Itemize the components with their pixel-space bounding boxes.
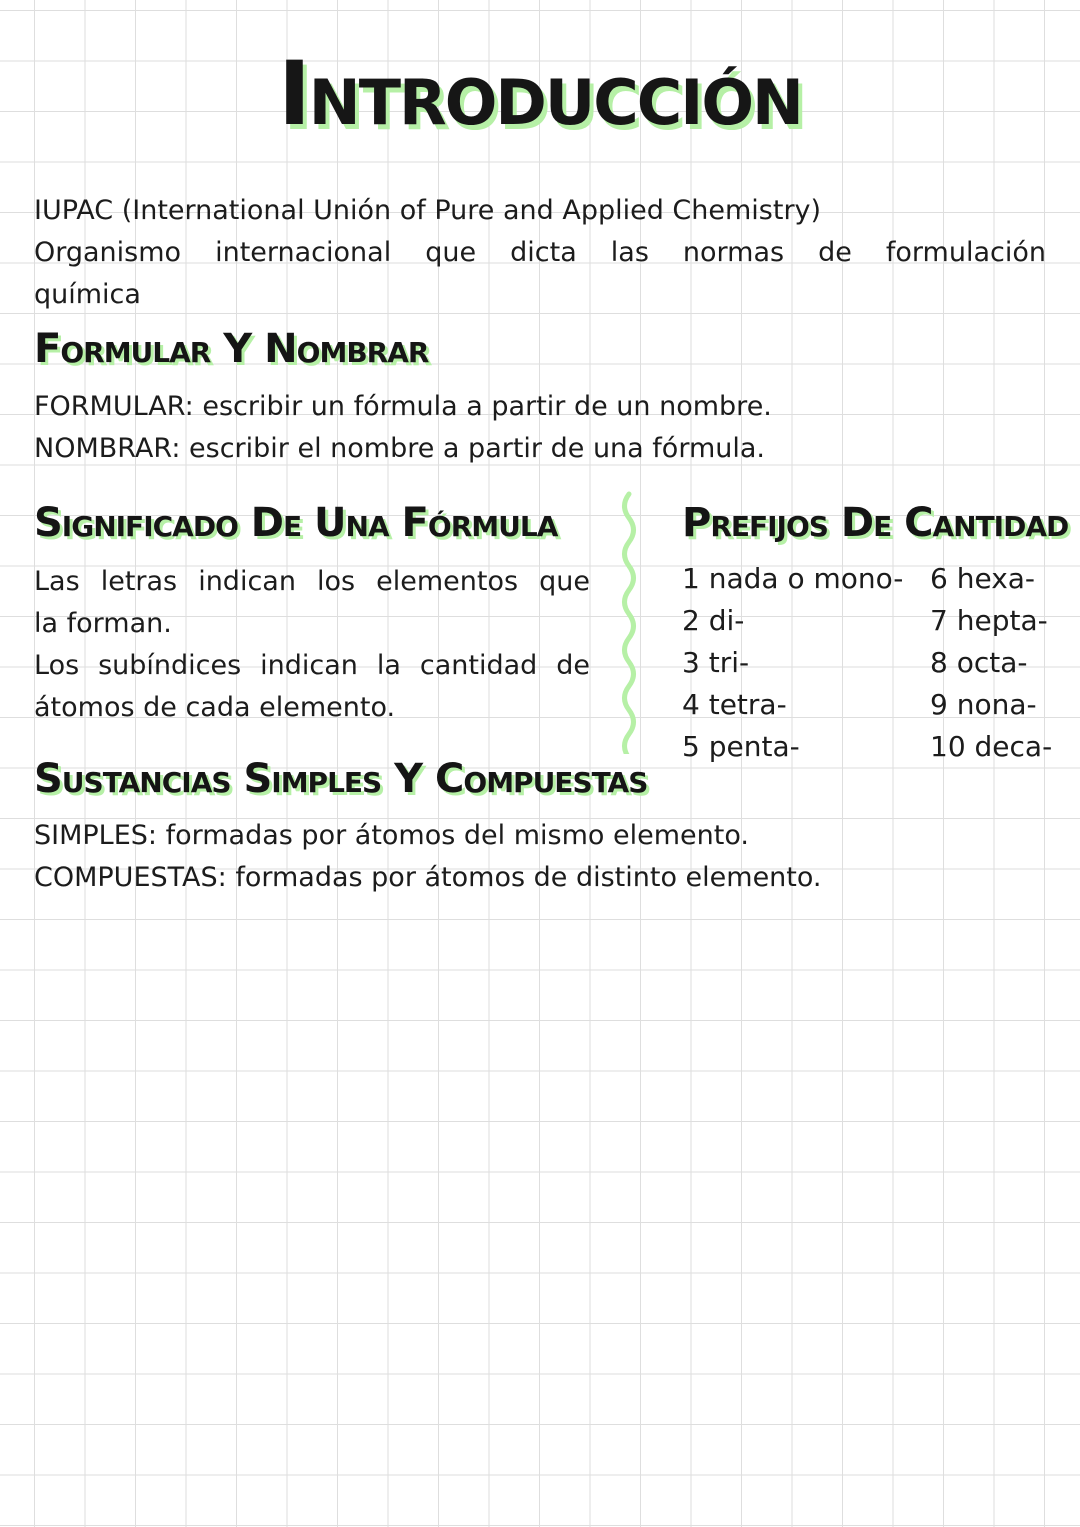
- heading-formular-nombrar: Formular Y Nombrar: [34, 326, 429, 372]
- prefix-item: 8 octa-: [930, 646, 1028, 679]
- page-title: Introducción: [278, 42, 802, 145]
- prefix-item: 9 nona-: [930, 688, 1037, 721]
- prefix-list-right: [930, 558, 1052, 768]
- heading-sustancias: Sustancias Simples Y Compuestas: [34, 756, 648, 802]
- prefix-item: 1 nada o mono-: [682, 562, 904, 595]
- prefix-item: 10 deca-: [930, 730, 1053, 763]
- squiggle-divider: [612, 490, 646, 754]
- simples-definition: SIMPLES: formadas por átomos del mismo elemento.: [34, 820, 749, 851]
- prefix-item: 2 di-: [682, 604, 745, 637]
- prefix-item: 5 penta-: [682, 730, 800, 763]
- significado-line-3: Los subíndices indican la cantidad de: [34, 650, 590, 681]
- iupac-line-3: química: [34, 279, 141, 310]
- compuestas-definition: COMPUESTAS: formadas por átomos de distinto elemento.: [34, 862, 822, 893]
- significado-line-2: la forman.: [34, 608, 172, 639]
- formular-definition: FORMULAR: escribir un fórmula a partir de un nombre.: [34, 391, 772, 422]
- significado-line-1: Las letras indican los elementos que: [34, 566, 590, 597]
- iupac-line-1: IUPAC (International Unión of Pure and Applied Chemistry): [34, 195, 822, 226]
- iupac-line-2: Organismo internacional que dicta las normas de formulación: [34, 237, 1046, 268]
- prefix-item: 7 hepta-: [930, 604, 1048, 637]
- prefix-item: 4 tetra-: [682, 688, 787, 721]
- significado-line-4: átomos de cada elemento.: [34, 692, 396, 723]
- prefix-list-left: [682, 558, 903, 768]
- prefix-item: 6 hexa-: [930, 562, 1036, 595]
- prefix-item: 3 tri-: [682, 646, 750, 679]
- nombrar-definition: NOMBRAR: escribir el nombre a partir de una fórmula.: [34, 433, 765, 464]
- heading-significado: Significado De Una Fórmula: [34, 500, 558, 546]
- heading-prefijos: Prefijos De Cantidad: [682, 500, 1069, 546]
